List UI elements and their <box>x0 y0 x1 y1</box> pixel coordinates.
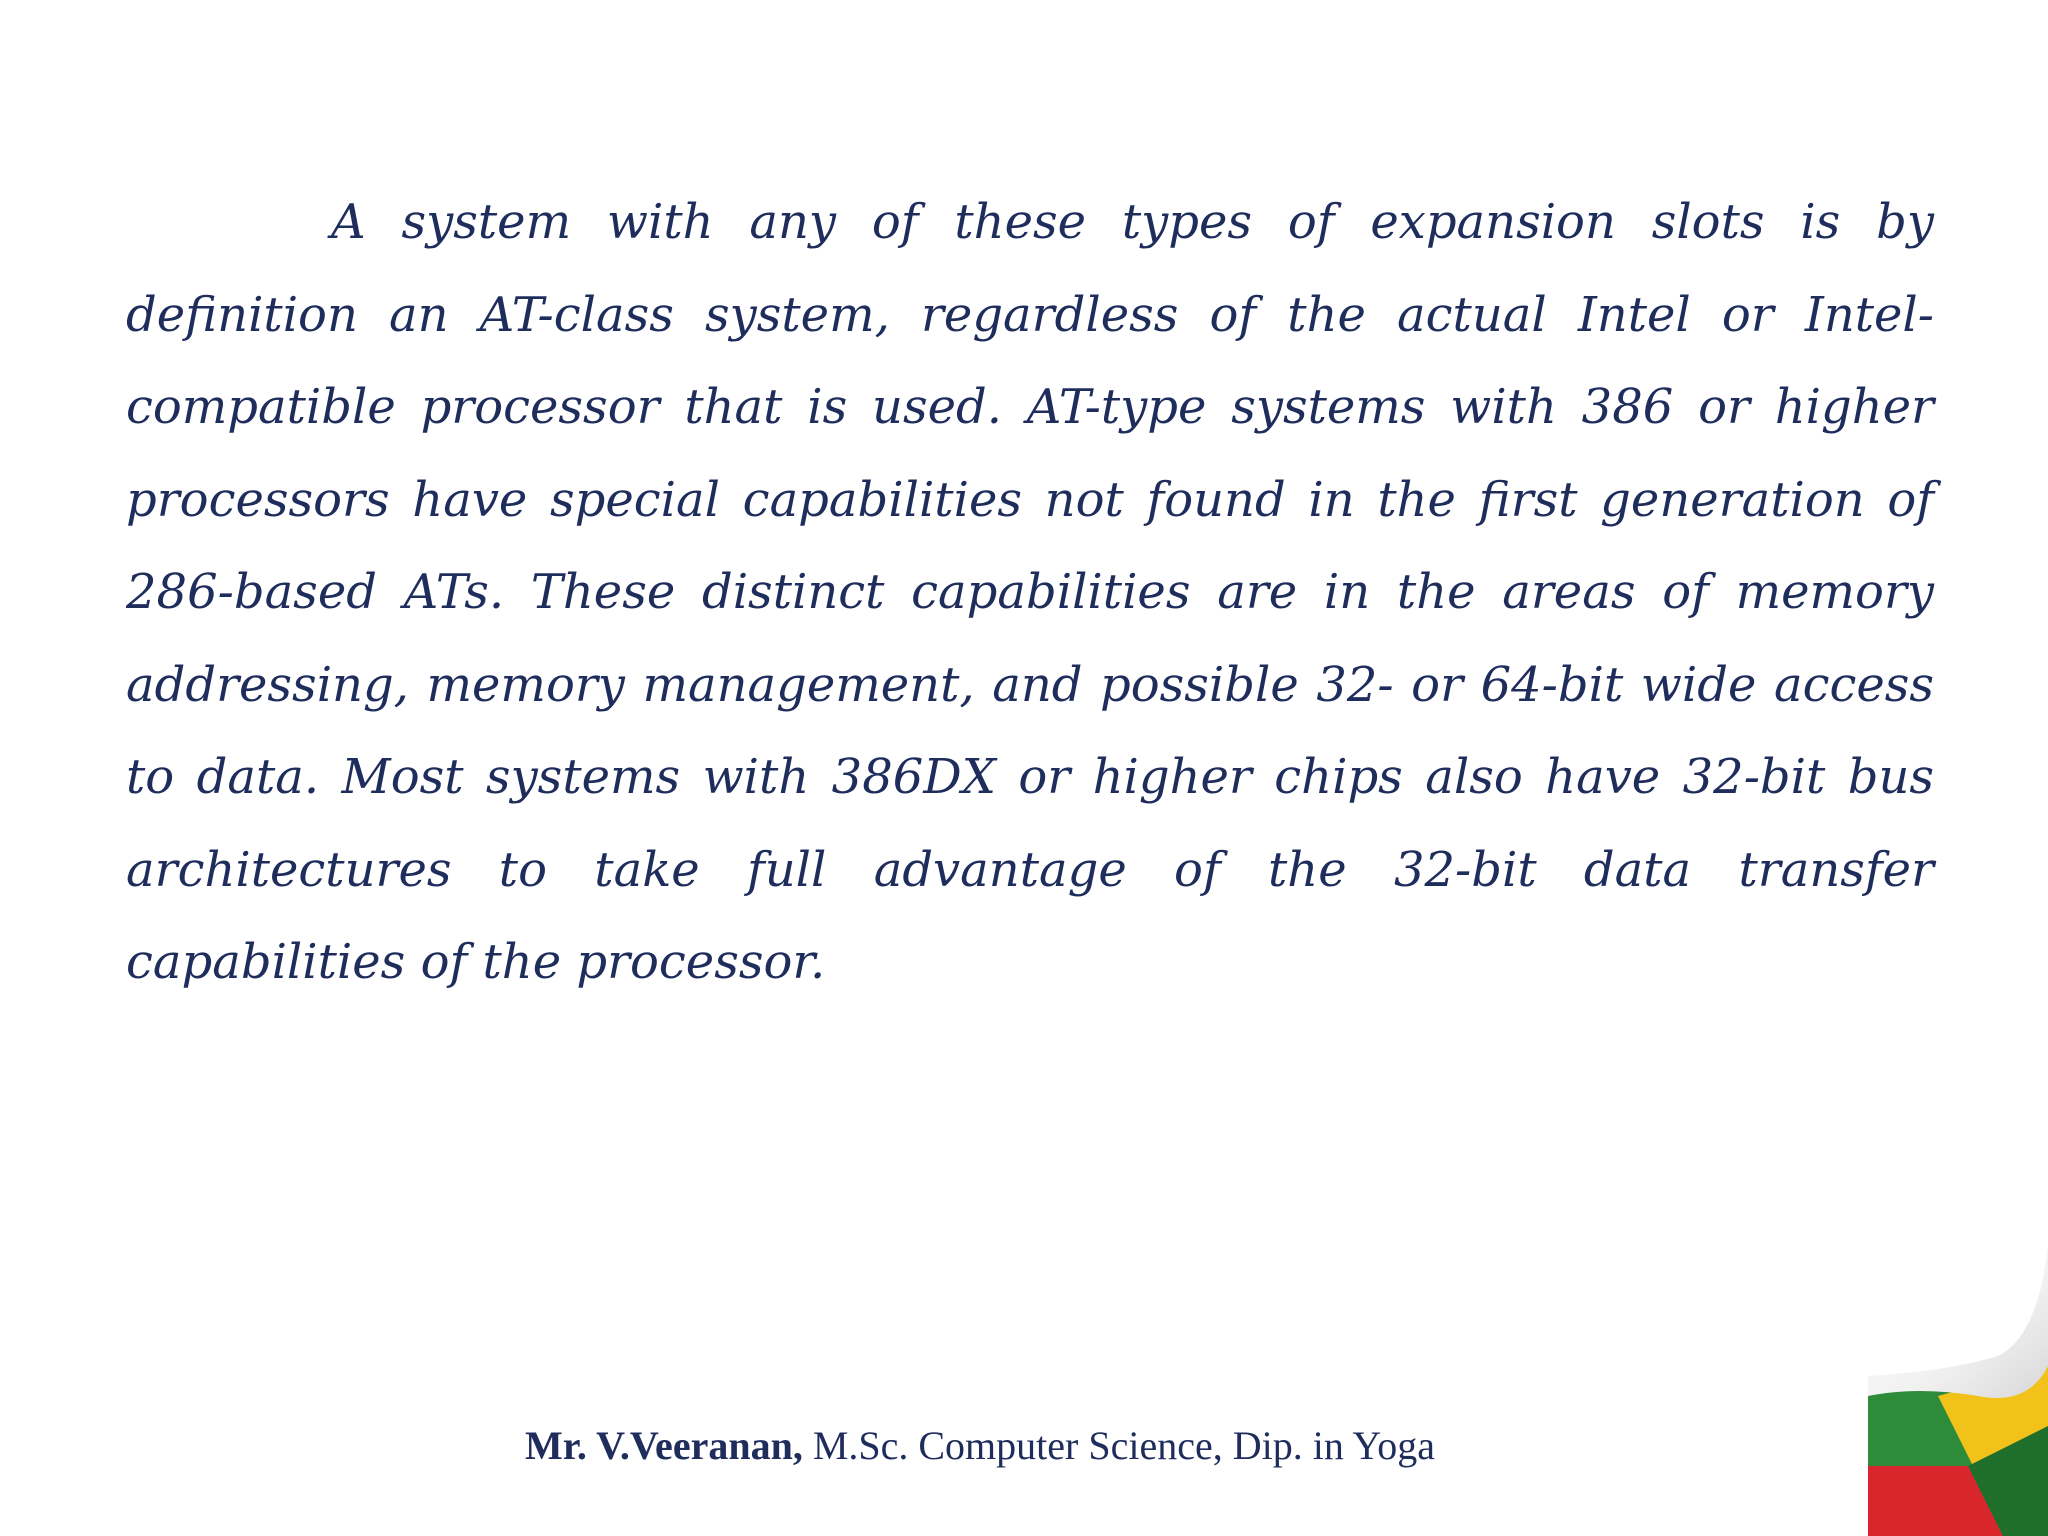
footer <box>0 1418 1960 1474</box>
page-curl-flap <box>1868 1246 2048 1398</box>
footer-author: Mr. V.Veeranan, <box>525 1423 803 1468</box>
page-curl-white-edge <box>1828 1396 1868 1536</box>
page-curl-corner-decoration <box>1828 1246 2048 1536</box>
body-paragraph: A system with any of these types of expansion slots is by definition an AT-class system, regardless of the actual Intel or Intel-compatible processor that is used. AT-type systems with 386 or higher processors have special capabilities not found in the first generation of 286-based ATs. These distinct capabilities are in the areas of memory addressing, memory management, and possible 32- or 64-bit wide access to data. Most systems with 386DX or higher chips also have 32-bit bus architectures to take full advantage of the 32-bit data transfer capabilities of the processor. <box>126 194 1934 990</box>
footer-credentials: M.Sc. Computer Science, Dip. in Yoga <box>802 1423 1435 1468</box>
